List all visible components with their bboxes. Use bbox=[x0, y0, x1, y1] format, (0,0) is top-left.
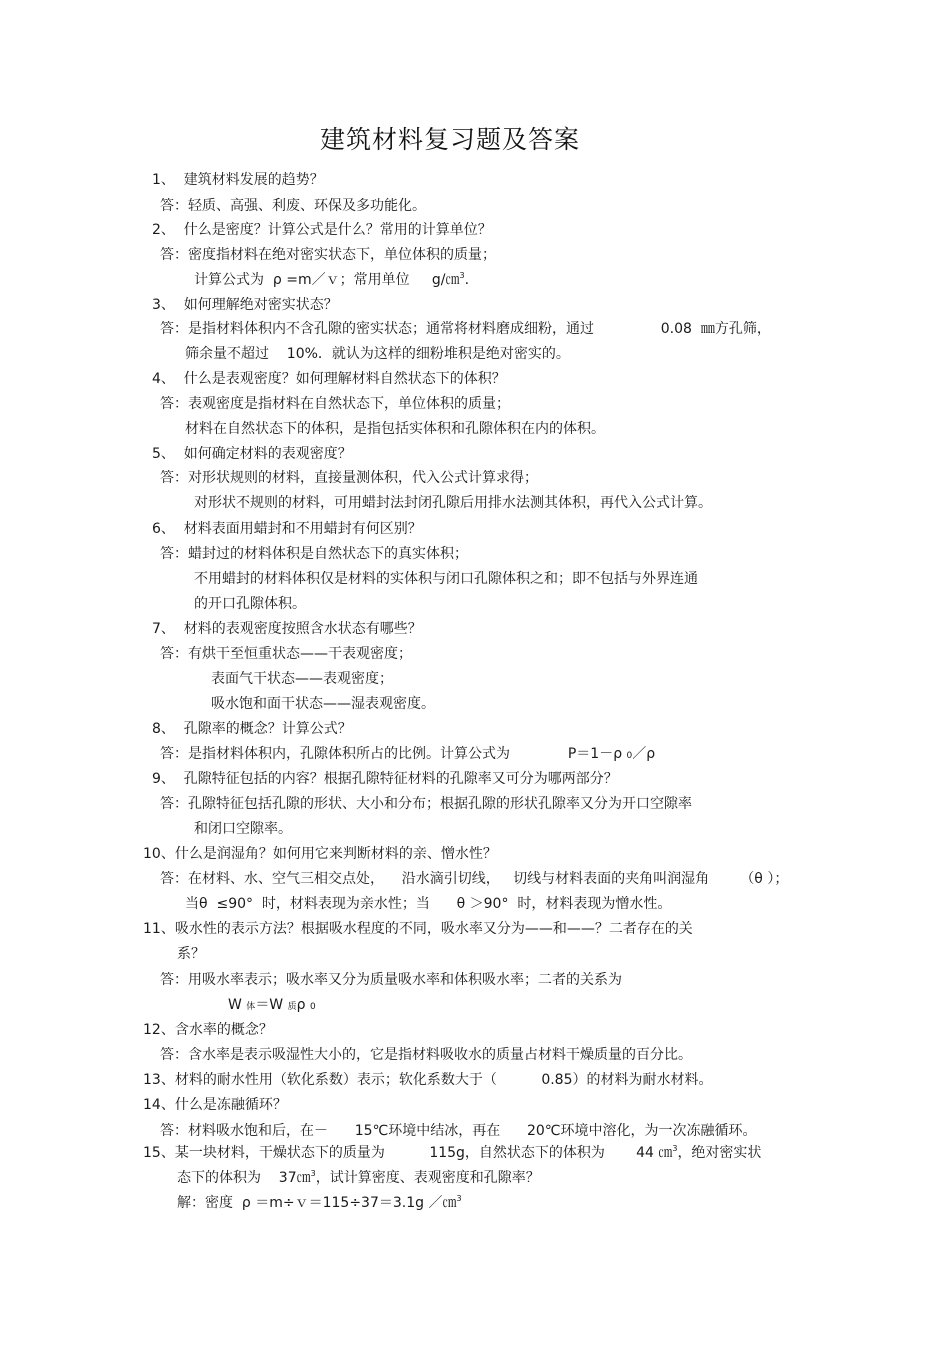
question-13: 13、材料的耐水性用（软化系数）表示；软化系数大于（ 0.85）的材料为耐水材料。 bbox=[143, 1072, 713, 1088]
answer-3: 答：是指材料体积内不含孔隙的密实状态；通常将材料磨成细粉，通过 0.08 ㎜方孔筛， bbox=[160, 321, 771, 337]
page-title: 建筑材料复习题及答案 bbox=[319, 125, 580, 154]
question-1: 1、 建筑材料发展的趋势？ bbox=[152, 172, 324, 188]
answer-4-continued: 材料在自然状态下的体积，是指包括实体积和孔隙体积在内的体积。 bbox=[185, 421, 605, 437]
question-3: 3、 如何理解绝对密实状态？ bbox=[152, 297, 338, 313]
answer-4: 答：表观密度是指材料在自然状态下，单位体积的质量； bbox=[160, 396, 510, 412]
answer-7-continued-2: 吸水饱和面干状态——湿表观密度。 bbox=[211, 696, 435, 712]
answer-7: 答：有烘干至恒重状态——干表观密度； bbox=[160, 646, 412, 662]
answer-5-continued: 对形状不规则的材料，可用蜡封法封闭孔隙后用排水法测其体积，再代入公式计算。 bbox=[194, 495, 712, 511]
question-10: 10、什么是润湿角？如何用它来判断材料的亲、憎水性？ bbox=[143, 846, 497, 862]
answer-8: 答：是指材料体积内，孔隙体积所占的比例。计算公式为 P＝1－ρ 0／ρ bbox=[160, 746, 656, 762]
question-11: 11、吸水性的表示方法？根据吸水程度的不同，吸水率又分为——和——？二者存在的关 bbox=[143, 921, 693, 937]
question-14: 14、什么是冻融循环？ bbox=[143, 1097, 287, 1113]
question-15: 15、某一块材料，干燥状态下的质量为 115g，自然状态下的体积为 44 ㎝$^3$，绝对密实状 bbox=[143, 1144, 762, 1161]
question-15-continued: 态下的体积为 37㎝$^3$，试计算密度、表观密度和孔隙率？ bbox=[177, 1169, 540, 1186]
question-9: 9、 孔隙特征包括的内容？根据孔隙特征材料的孔隙率又可分为哪两部分？ bbox=[152, 771, 618, 787]
answer-6-continued-2: 的开口孔隙体积。 bbox=[194, 596, 306, 612]
question-2: 2、 什么是密度？计算公式是什么？常用的计算单位？ bbox=[152, 222, 492, 238]
answer-3-continued: 筛余量不超过 10%．就认为这样的细粉堆积是绝对密实的。 bbox=[185, 346, 570, 362]
answer-2: 答：密度指材料在绝对密实状态下，单位体积的质量； bbox=[160, 247, 496, 263]
answer-10: 答：在材料、水、空气三相交点处， 沿水滴引切线， 切线与材料表面的夹角叫润湿角 （θ ）； bbox=[160, 871, 789, 887]
answer-15: 解：密度 ρ ＝m÷ｖ＝115÷37＝3.1g ／㎝$^3$ bbox=[177, 1194, 462, 1211]
answer-10-continued: 当θ ≤90° 时，材料表现为亲水性；当 θ ＞90° 时，材料表现为憎水性。 bbox=[185, 896, 672, 912]
question-11-continued: 系？ bbox=[177, 946, 205, 962]
answer-12: 答：含水率是表示吸湿性大小的，它是指材料吸收水的质量占材料干燥质量的百分比。 bbox=[160, 1047, 692, 1063]
answer-11: 答：用吸水率表示；吸水率又分为质量吸水率和体积吸水率；二者的关系为 bbox=[160, 972, 622, 988]
answer-6: 答：蜡封过的材料体积是自然状态下的真实体积； bbox=[160, 546, 468, 562]
answer-6-continued: 不用蜡封的材料体积仅是材料的实体积与闭口孔隙体积之和；即不包括与外界连通 bbox=[194, 571, 698, 587]
question-7: 7、 材料的表观密度按照含水状态有哪些？ bbox=[152, 621, 422, 637]
answer-5: 答：对形状规则的材料，直接量测体积，代入公式计算求得； bbox=[160, 470, 538, 486]
question-4: 4、 什么是表观密度？如何理解材料自然状态下的体积？ bbox=[152, 371, 506, 387]
question-8: 8、 孔隙率的概念？计算公式？ bbox=[152, 721, 352, 737]
answer-2-formula: 计算公式为 ρ =m／ｖ；常用单位 g/㎝$^3$. bbox=[194, 271, 470, 288]
answer-7-continued: 表面气干状态——表观密度； bbox=[211, 671, 393, 687]
answer-1: 答：轻质、高强、利废、环保及多功能化。 bbox=[160, 198, 426, 214]
question-12: 12、含水率的概念？ bbox=[143, 1022, 273, 1038]
answer-14: 答：材料吸水饱和后，在－ 15℃环境中结冰，再在 20℃环境中溶化，为一次冻融循环。 bbox=[160, 1123, 757, 1139]
answer-9-continued: 和闭口空隙率。 bbox=[194, 821, 292, 837]
answer-11-formula: W 体＝W 质ρ 0 bbox=[228, 997, 316, 1013]
question-5: 5、 如何确定材料的表观密度？ bbox=[152, 446, 352, 462]
question-6: 6、 材料表面用蜡封和不用蜡封有何区别？ bbox=[152, 521, 422, 537]
answer-9: 答：孔隙特征包括孔隙的形状、大小和分布；根据孔隙的形状孔隙率又分为开口空隙率 bbox=[160, 796, 692, 812]
